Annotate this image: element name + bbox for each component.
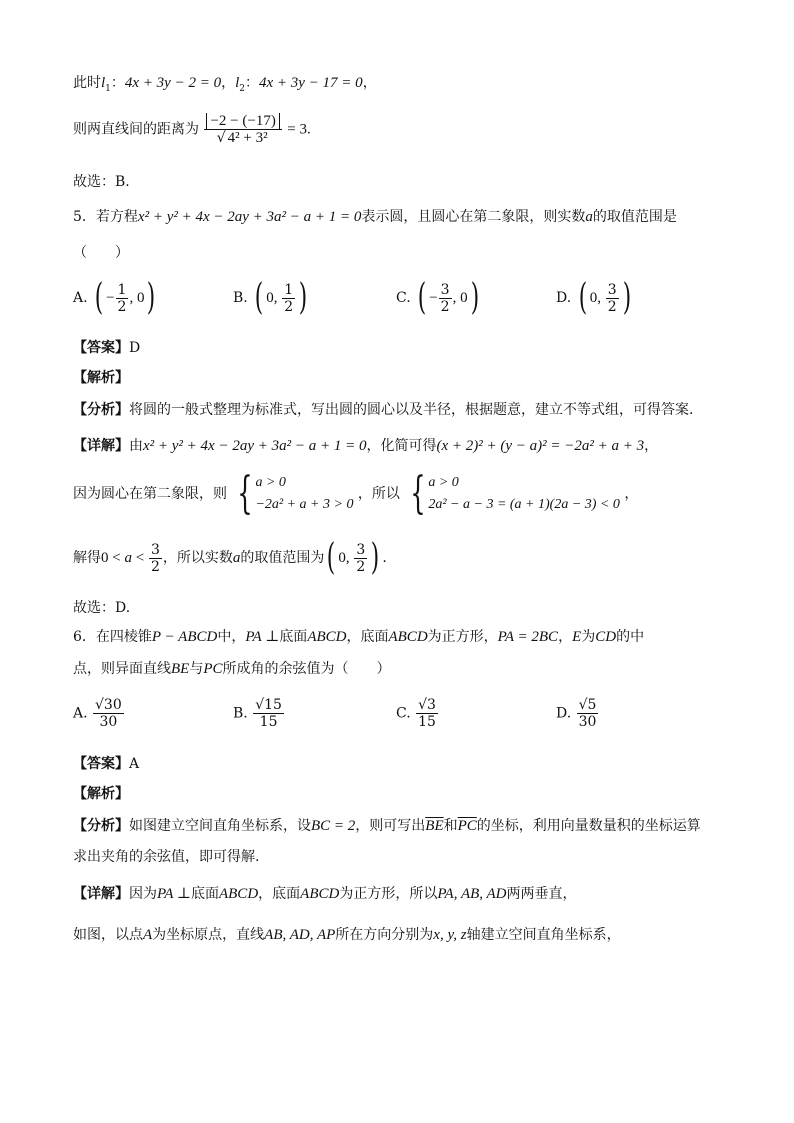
equation-l2: 4x + 3y − 17 = 0: [259, 75, 363, 91]
distance-denominator: 4² + 3²: [227, 130, 268, 146]
line-distance: [73, 113, 311, 146]
q5-stem-b: 表示圆，且圆心在第二象限，则实数: [361, 209, 586, 225]
text-prefix: 此时: [73, 75, 101, 91]
q5-final-answer: 故选：D.: [73, 600, 131, 616]
separator: ，: [362, 75, 377, 91]
q5-option-c[interactable]: C. ( − $\frac{3}{2}$ , 0): [396, 277, 479, 318]
q6-last-line: 如图，以点A为坐标原点，直线AB, AD, AP所在方向分别为x, y, z轴建立空间直角坐标系，: [73, 927, 621, 943]
q5-system-1: a > 0 −2a² + a + 3 > 0: [255, 475, 354, 512]
q6-xiangjie: 【详解】因为PA ⊥底面ABCD，底面ABCD为正方形，所以PA, AB, AD两两垂直，: [73, 886, 577, 902]
q5-system-2: a > 0 2a² − a − 3 = (a + 1)(2a − 3) < 0: [428, 475, 620, 512]
q5-option-b[interactable]: B. ( 0, $\frac{1}{2}$ ): [233, 277, 308, 318]
q5-option-d[interactable]: D. ( 0, $\frac{3}{2}$ ): [556, 277, 631, 318]
q5-fenxi: 【分析】将圆的一般式整理为标准式，写出圆的圆心以及半径，根据题意，建立不等式组，可得答案.: [73, 402, 694, 418]
q5-var: a: [585, 209, 593, 225]
q5-stem-c: 的取值范围是: [592, 209, 677, 225]
q6-stem: 6．在四棱锥P − ABCD中，PA ⊥底面ABCD，底面ABCD为正方形，PA = 2BC，E为CD的中: [73, 629, 645, 645]
q6-answer: 【答案】A: [73, 756, 140, 772]
q5-paren: （ ）: [73, 245, 129, 261]
equation-l1: 4x + 3y − 2 = 0: [124, 75, 222, 91]
line-l1-l2: 此时$l_1$：4x + 3y − 2 = 0，$l_2$：4x + 3y − 17 = 0，: [73, 75, 377, 94]
distance-fraction: $\frac{-2 - (-17)}{\text{√ 4² + 3²}}$: [204, 113, 281, 146]
distance-numerator: −2 − (−17): [206, 113, 279, 129]
q5-stem: [73, 207, 677, 227]
q6-option-d[interactable]: D. $\frac{√5}{30}$: [556, 697, 597, 730]
answer-value: D: [129, 340, 141, 356]
q5-analysis-tag: 【解析】: [73, 370, 129, 386]
q5-system-line: 因为圆心在第二象限，则 { a > 0 −2a² + a + 3 > 0 ，所以 { a > 0 2a² − a − 3 = (a + 1)(2a − 3) < 0 ，: [73, 468, 639, 519]
text-distance-prefix: 则两直线间的距离为: [73, 121, 199, 138]
q5-xiangjie: 【详解】由x² + y² + 4x − 2ay + 3a² − a + 1 = 0，化简可得(x + 2)² + (y − a)² = −2a² + a + 3，: [73, 438, 659, 454]
q5-solve-line: 解得0 < a < $\frac{3}{2}$ ，所以实数a的取值范围为( 0, $\frac{3}{2}$ ) .: [73, 537, 387, 578]
q6-option-b[interactable]: B. $\frac{√15}{15}$: [233, 697, 282, 730]
q5-option-a[interactable]: A. ( − $\frac{1}{2}$ , 0): [73, 277, 156, 318]
q6-option-c[interactable]: C. $\frac{√3}{15}$: [396, 697, 436, 730]
q5-answer: [73, 338, 140, 358]
q6-analysis-tag: 【解析】: [73, 786, 129, 802]
separator: ，: [221, 75, 236, 91]
q5-equation: x² + y² + 4x − 2ay + 3a² − a + 1 = 0: [137, 209, 362, 225]
q6-fenxi-2: 求出夹角的余弦值，即可得解.: [73, 849, 260, 865]
distance-result: = 3.: [287, 121, 311, 138]
q6-option-a[interactable]: A. $\frac{√30}{30}$: [73, 697, 122, 730]
q6-stem-2: 点，则异面直线BE与PC所成角的余弦值为（ ）: [73, 661, 391, 677]
q6-fenxi: 【分析】如图建立空间直角坐标系，设BC = 2，则可写出$\overline{BE}$和$\overline{PC}$的坐标，利用向量数量积的坐标运算: [73, 818, 701, 834]
q5-stem-a: 5．若方程: [73, 209, 138, 225]
answer-prev: 故选：B.: [73, 174, 130, 190]
answer-tag: 【答案】: [73, 340, 129, 356]
